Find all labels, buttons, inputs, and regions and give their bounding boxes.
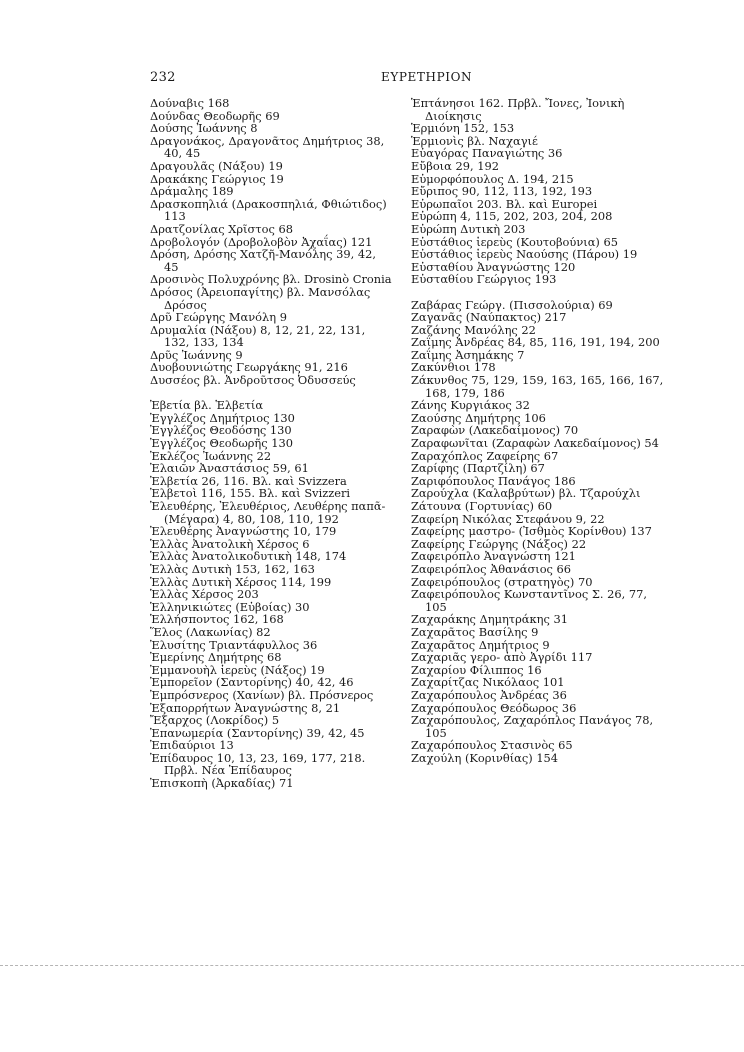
index-entry: Εὔριπος 90, 112, 113, 192, 193 [411,184,593,199]
index-entry: Δραγονάκος, Δραγονᾶτος Δημήτριος 38, 40, 45 [150,133,385,161]
index-entry: Ἐμερίνης Δημήτρης 68 [150,650,282,665]
page-bottom-rule [0,965,744,966]
section-gap [411,286,664,299]
index-entry: Ζαραχόπλος Ζαφείρης 67 [411,448,559,463]
index-entry: Ζαφείρης Γεώργης (Νάξος) 22 [411,536,587,551]
index-entry: Ἐκλέζος Ἰωάννης 22 [150,448,272,463]
index-entry: Ζαχαράκης Δημητράκης 31 [411,612,568,627]
index-entry: Ζακύνθιοι 178 [411,360,496,375]
index-entry: Ἕλος (Λακωνίας) 82 [150,624,271,639]
page-number: 232 [150,70,176,85]
index-entry: Ζαχαρόπουλος, Ζαχαρόπλος Πανάγος 78, 105 [411,713,654,740]
index-entry: Εὐμορφόπουλος Δ. 194, 215 [411,171,574,186]
index-entry: Δούνδας Θεοδωρῆς 69 [150,108,280,123]
index-entry: Δρασκοπηλιά (Δρακοσπηλιά, Φθιώτιδος) 113 [150,196,387,224]
index-entry: Εὐστάθιος ἱερεὺς Ναούσης (Πάρου) 19 [411,247,638,262]
index-entry: Ζαφειρόπουλος Κωνσταντῖνος Σ. 26, 77, 105 [411,587,647,614]
index-entry: Εὐρώπη 4, 115, 202, 203, 204, 208 [411,209,613,224]
index-entry: Ἐλαιῶν Ἀναστάσιος 59, 61 [150,461,309,476]
index-entry: Δρόσος (Ἀρειοπαγίτης) βλ. Μανσόλας Δρόσος [150,284,371,312]
index-entry: Δούσης Ἰωάννης 8 [150,121,258,136]
index-column-right [411,97,664,764]
index-entry: Ἐγγλέζος Δημήτριος 130 [150,410,295,425]
index-entry: Ζαχαρίτζας Νικόλαος 101 [411,675,565,690]
index-entry: Ἐμπρόσνερος (Χανίων) βλ. Πρόσνερος [150,687,374,702]
index-entry: Ζάνης Κυργιάκος 32 [411,398,530,413]
index-entry: Ἐξαπορρήτων Ἀναγνώστης 8, 21 [150,700,341,715]
index-entry: Ζαχαρόπουλος Στασινὸς 65 [411,738,573,753]
index-entry: Ἐμμανουὴλ ἱερεὺς (Νάξος) 19 [150,662,325,677]
index-entry: Ἐγγλέζος Θεοδόσης 130 [150,423,292,438]
index-entry: Ἑλλὰς Δυτικὴ 153, 162, 163 [150,561,315,576]
index-entry: Ἐλυσίτης Τριαντάφυλλος 36 [150,637,318,652]
index-entry: Δυοβουνιώτης Γεωργάκης 91, 216 [150,360,348,375]
index-entry: Ζαρούχλα (Καλαβρύτων) βλ. Τζαρούχλι [411,486,641,501]
index-entry: Ζαβάρας Γεώργ. (Πισσολούρια) 69 [411,297,613,312]
index-entry: Ζαχαρᾶτος Βασίλης 9 [411,624,539,639]
index-entry: Ζαραφωνῖται (Ζαραφὼν Λακεδαίμονος) 54 [411,436,659,451]
index-entry: Ζαφειρόπουλος (στρατηγὸς) 70 [411,574,593,589]
index-entry: Δυσσέος βλ. Ἀνδροῦτσος Ὀδυσσεύς [150,373,356,388]
index-entry: Ἐγγλέζος Θεοδωρῆς 130 [150,436,293,451]
index-entry: Δροβολογόν (Δροβολοβὸν Ἀχαΐας) 121 [150,234,373,249]
index-entry: Ἑλληνικιώτες (Εὐβοίας) 30 [150,599,310,614]
index-entry: Ἔξαρχος (Λοκρίδος) 5 [150,713,280,728]
index-entry: Ἐβετία βλ. Ἑλβετία [150,398,264,413]
index-entry: Ζαχαρᾶτος Δημήτριος 9 [411,637,550,652]
index-entry: Ἐλευθέρης, Ἐλευθέριος, Λευθέρης παπᾶ-(Μέγαρα) 4, 80, 108, 110, 192 [150,499,386,526]
index-entry: Ζαριφόπουλος Πανάγος 186 [411,473,576,488]
index-entry: Εὔβοια 29, 192 [411,158,499,173]
index-entry: Ζαφείρη Νικόλας Στεφάνου 9, 22 [411,511,605,526]
index-entry: Ἑλλὰς Ἀνατολικοδυτικὴ 148, 174 [150,549,347,564]
index-entry: Ζαφειρόπλο Ἀναγνώστη 121 [411,549,576,564]
index-entry: Ἐλευθέρης Ἀναγνώστης 10, 179 [150,524,337,539]
index-entry: Εὐσταθίου Ἀναγνώστης 120 [411,259,576,274]
index-entry: Ἐμπορεῖον (Σαντορίνης) 40, 42, 46 [150,675,354,690]
index-entry: Εὐαγόρας Παναγιώτης 36 [411,146,563,161]
index-entry: Δρόση, Δρόσης Χατζῆ-Μανόλης 39, 42, 45 [150,247,376,274]
index-entry: Ζαγανᾶς (Ναύπακτος) 217 [411,310,567,325]
index-entry: Ζαζάνης Μανόλης 22 [411,322,536,337]
index-entry: Ἐπίδαυρος 10, 13, 23, 169, 177, 218. Πρβλ. Νέα Ἐπίδαυρος [150,750,366,778]
index-entry: Δραγουλᾶς (Νάξου) 19 [150,158,283,173]
index-entry: Ζαΐμης Ἀσημάκης 7 [411,347,525,362]
index-entry: Δρῦς Ἰωάννης 9 [150,347,243,362]
index-entry: Ζάκυνθος 75, 129, 159, 163, 165, 166, 167, 168, 179, 186 [411,373,664,400]
index-entry: Εὐρώπη Δυτικὴ 203 [411,221,526,236]
index-entry: Ἑλλὰς Δυτικὴ Χέρσος 114, 199 [150,574,332,589]
index-entry: Δρυμαλία (Νάξου) 8, 12, 21, 22, 131, 132, 133, 134 [150,322,366,350]
index-entry: Ἑρμιόνη 152, 153 [411,121,515,136]
index-entry: Ἐπανωμερία (Σαντορίνης) 39, 42, 45 [150,725,365,740]
index-column-left [150,97,394,790]
index-entry: Ἑρμιονὶς βλ. Ναχαγιέ [411,133,538,148]
index-entry: Ζάτουνα (Γορτυνίας) 60 [411,499,553,513]
index-entry: Ζαχαριᾶς γερο- ἀπὸ Ἀγρίδι 117 [411,650,593,665]
index-entry: Δρατζονίλας Χρῖστος 68 [150,221,293,236]
index-entry: Ζαφείρης μαστρο- (Ἰσθμὸς Κορίνθου) 137 [411,524,652,539]
index-entry: Ζαχαρόπουλος Ἀνδρέας 36 [411,687,567,702]
index-entry: Ἐπισκοπὴ (Ἀρκαδίας) 71 [150,776,294,791]
index-entry: Εὐσταθίου Γεώργιος 193 [411,272,557,287]
index-entry: Δούναβις 168 [150,96,230,110]
index-entry: Ζαχαρίου Φίλιππος 16 [411,662,542,677]
index-entry: Ἑλλὰς Ἀνατολικὴ Χέρσος 6 [150,536,310,551]
index-entry: Ἐλβετία 26, 116. Βλ. καὶ Svizzera [150,473,347,488]
index-entry: Ἐλβετοὶ 116, 155. Βλ. καὶ Svizzeri [150,486,351,501]
index-entry: Δράμαλης 189 [150,184,234,199]
index-entry: Ἑλλήσποντος 162, 168 [150,612,284,627]
index-entry: Ζαούσης Δημήτρης 106 [411,410,546,425]
index-entry: Δρῦ Γεώργης Μανόλη 9 [150,310,287,325]
index-entry: Ζαΐμης Ἀνδρέας 84, 85, 116, 191, 194, 200 [411,335,660,350]
page-title: ΕΥΡΕΤΗΡΙΟΝ [381,70,473,84]
index-entry: Ἑπτάνησοι 162. Πρβλ. Ἴονες, Ἰονικὴ Διοίκησις [411,96,625,123]
index-entry: Δροσινὸς Πολυχρόνης βλ. Drosinò Cronia [150,272,392,287]
index-entry: Ἐπιδαύριοι 13 [150,738,234,753]
index-entry: Ζαραφὼν (Λακεδαίμονος) 70 [411,423,579,438]
index-entry: Ζαρίφης (Παρτζίλη) 67 [411,461,545,476]
index-entry: Δρακάκης Γεώργιος 19 [150,171,284,186]
index-entry: Εὐρωπαῖοι 203. Βλ. καὶ Europei [411,196,598,211]
index-entry: Ζαχαρόπουλος Θεόδωρος 36 [411,700,577,715]
index-entry: Ζαχούλη (Κορινθίας) 154 [411,750,559,765]
index-entry: Ἑλλὰς Χέρσος 203 [150,587,259,602]
index-entry: Ζαφειρόπλος Ἀθανάσιος 66 [411,561,572,576]
index-entry: Εὐστάθιος ἱερεὺς (Κουτοβούνια) 65 [411,234,618,249]
